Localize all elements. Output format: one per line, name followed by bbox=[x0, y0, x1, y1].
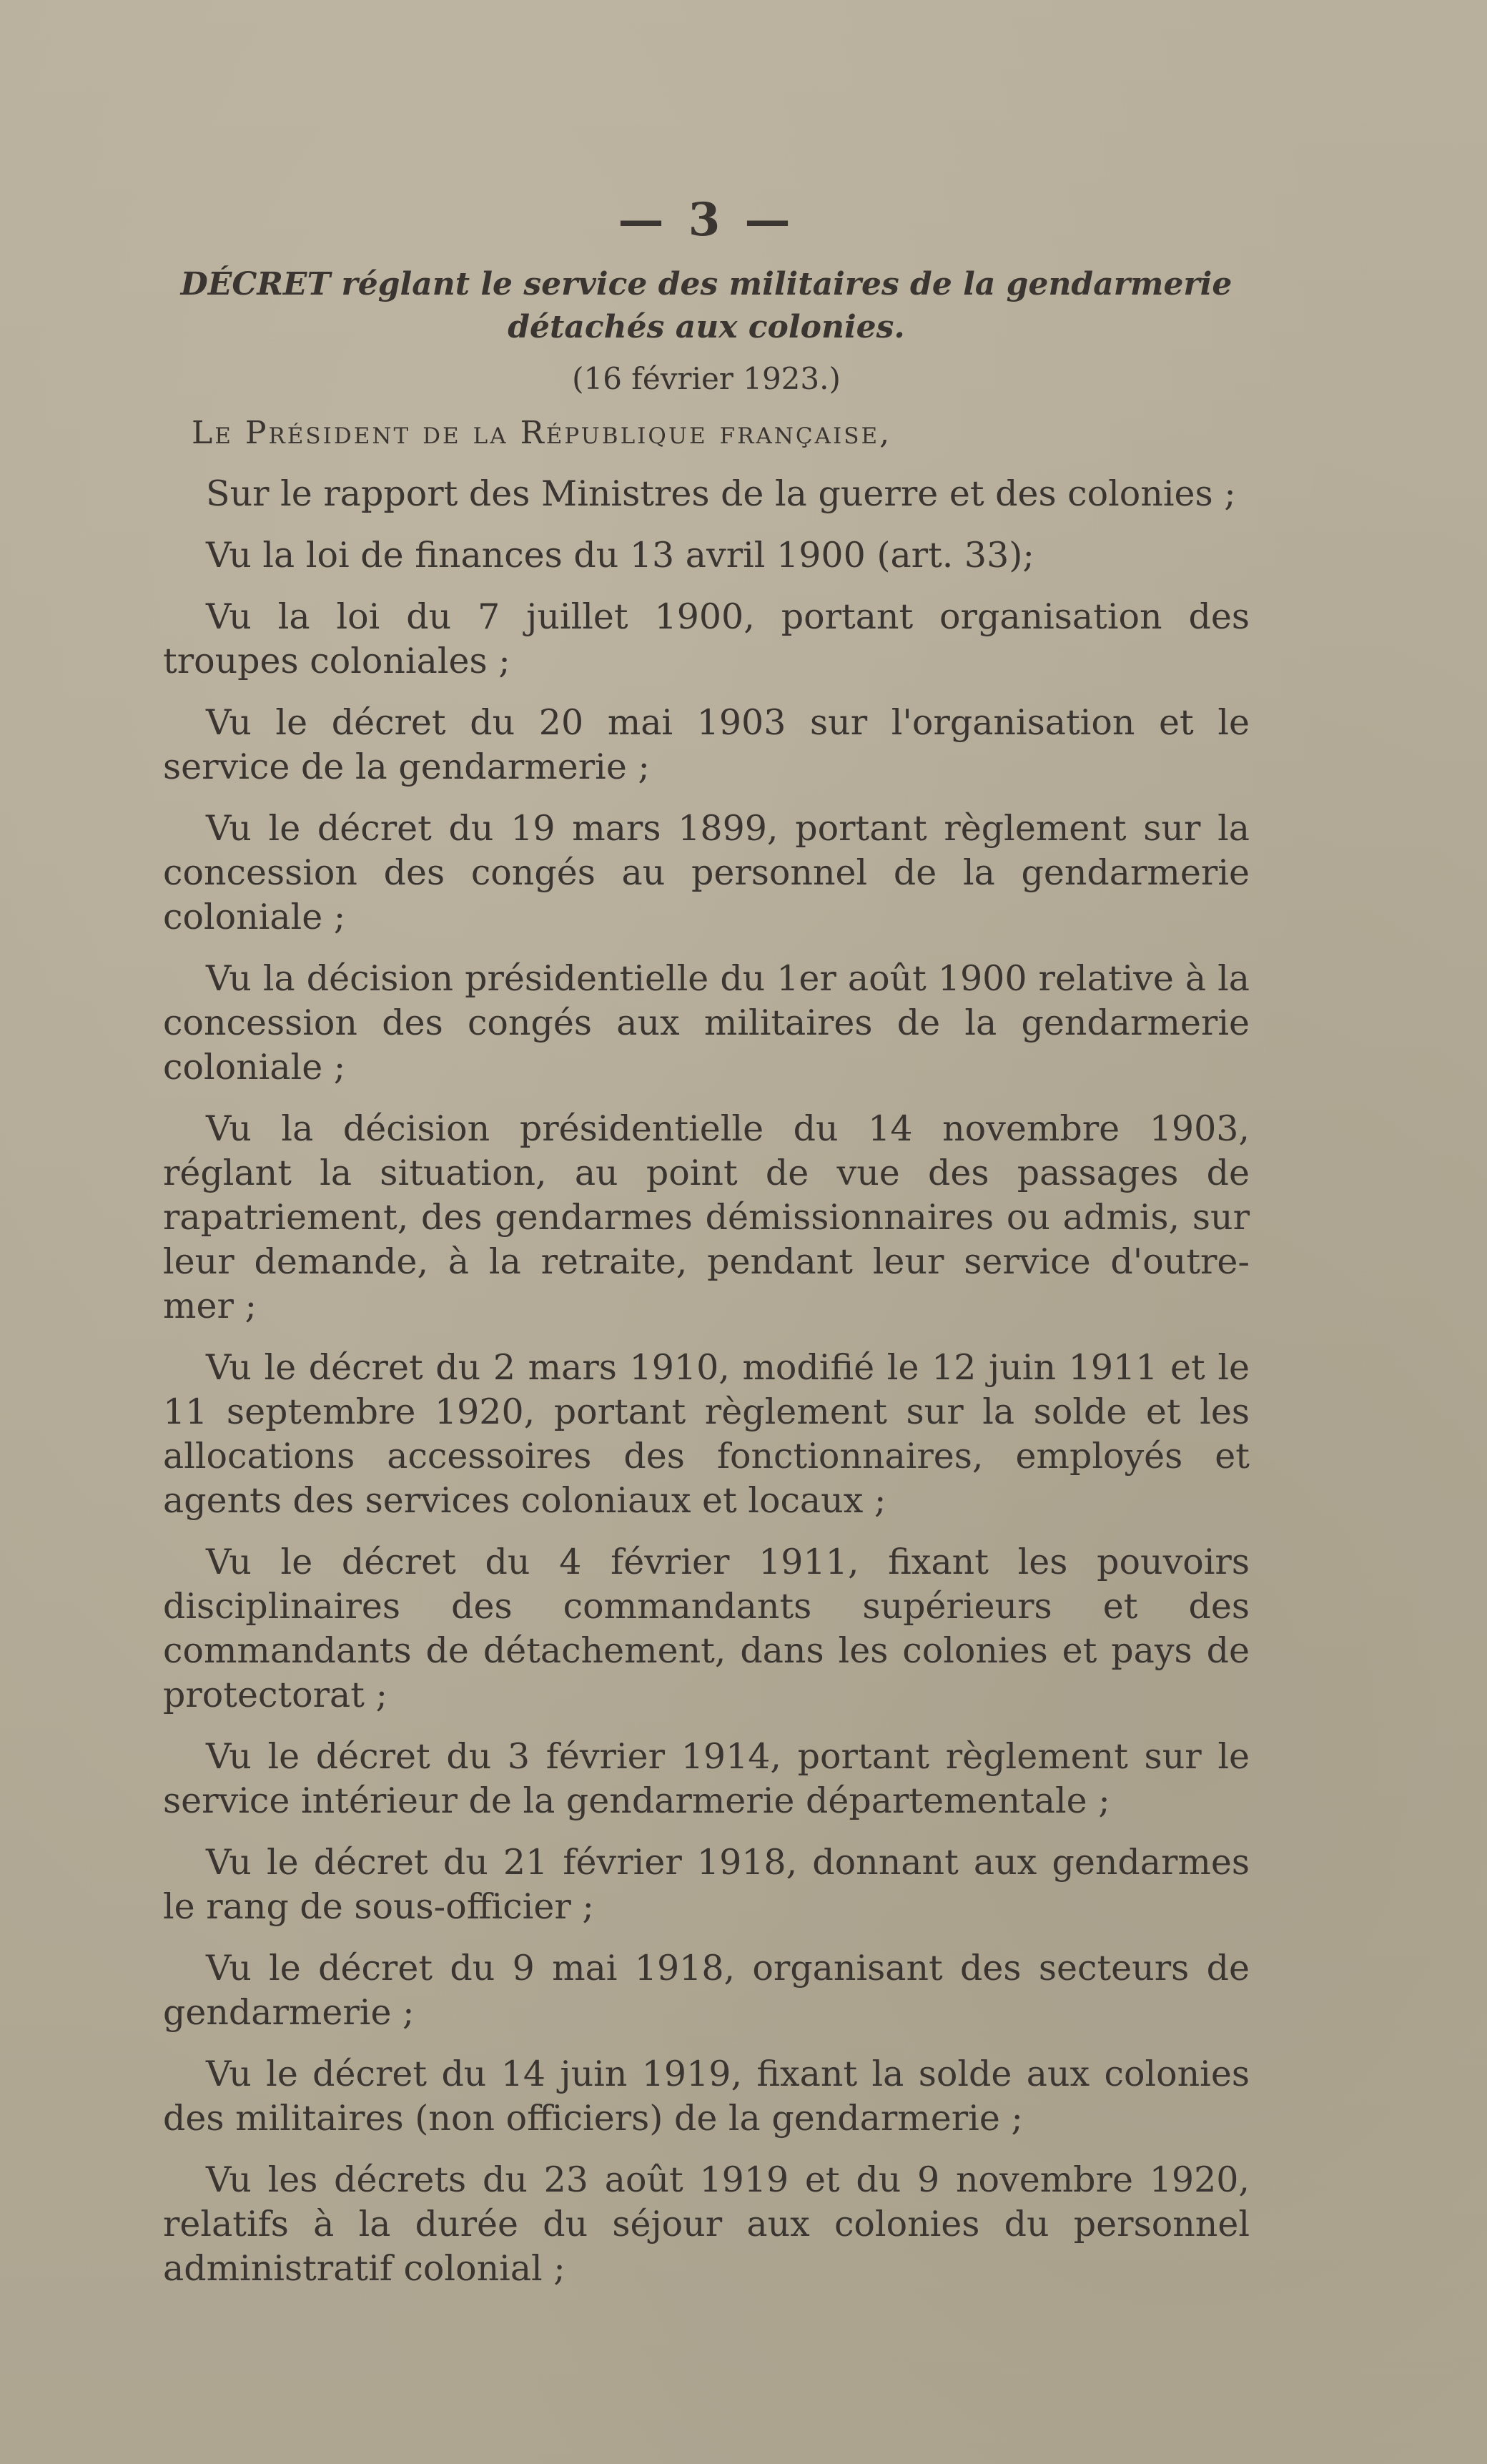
paragraph-2: Vu la loi de finances du 13 avril 1900 (art. 33); bbox=[206, 535, 1034, 576]
paragraph-5: Vu le décret du 19 mars 1899, portant règlement sur la concession des congés au personnel de la gendarmerie coloniale ; bbox=[163, 808, 1250, 937]
page-number: — 3 — bbox=[618, 193, 795, 247]
paragraph-7: Vu la décision présidentielle du 14 novembre 1903, réglant la situation, au point de vue des passages de rapatriement, des gendarmes démissionnaires ou admis, sur leur demande, à la retraite, pendant leur service d'outre-mer ; bbox=[163, 1108, 1250, 1326]
decree-title-line-1: DÉCRET réglant le service des militaires de la gendarmerie bbox=[180, 266, 1232, 302]
paragraph-14: Vu les décrets du 23 août 1919 et du 9 novembre 1920, relatifs à la durée du séjour aux colonies du personnel administratif colonial ; bbox=[163, 2159, 1250, 2289]
paragraph-4: Vu le décret du 20 mai 1903 sur l'organisation et le service de la gendarmerie ; bbox=[163, 702, 1250, 787]
paragraph-3: Vu la loi du 7 juillet 1900, portant organisation des troupes coloniales ; bbox=[163, 596, 1250, 681]
paragraph-9: Vu le décret du 4 février 1911, fixant les pouvoirs disciplinaires des commandants supérieurs et des commandants de détachement, dans les colonies et pays de protectorat ; bbox=[163, 1542, 1250, 1715]
paragraph-11: Vu le décret du 21 février 1918, donnant aux gendarmes le rang de sous-officier ; bbox=[163, 1842, 1250, 1927]
text-block bbox=[163, 192, 1250, 2308]
decree-title-line-2: détachés aux colonies. bbox=[508, 309, 905, 345]
decree-date: (16 février 1923.) bbox=[572, 361, 841, 396]
paragraph-8: Vu le décret du 2 mars 1910, modifié le 12 juin 1911 et le 11 septembre 1920, portant règlement sur la solde et les allocations accessoires des fonctionnaires, employés et agents des services coloniaux et locaux ; bbox=[163, 1347, 1250, 1521]
paragraph-13: Vu le décret du 14 juin 1919, fixant la solde aux colonies des militaires (non officiers) de la gendarmerie ; bbox=[163, 2054, 1250, 2139]
paragraph-1: Sur le rapport des Ministres de la guerre et des colonies ; bbox=[206, 473, 1236, 514]
decree-title bbox=[163, 263, 1250, 349]
paragraph-6: Vu la décision présidentielle du 1er août 1900 relative à la concession des congés aux militaires de la gendarmerie coloniale ; bbox=[163, 958, 1250, 1088]
decree-heading: Le Président de la République française, bbox=[192, 415, 892, 451]
paragraph-10: Vu le décret du 3 février 1914, portant règlement sur le service intérieur de la gendarmerie départementale ; bbox=[163, 1736, 1250, 1821]
paragraph-12: Vu le décret du 9 mai 1918, organisant des secteurs de gendarmerie ; bbox=[163, 1948, 1250, 2033]
